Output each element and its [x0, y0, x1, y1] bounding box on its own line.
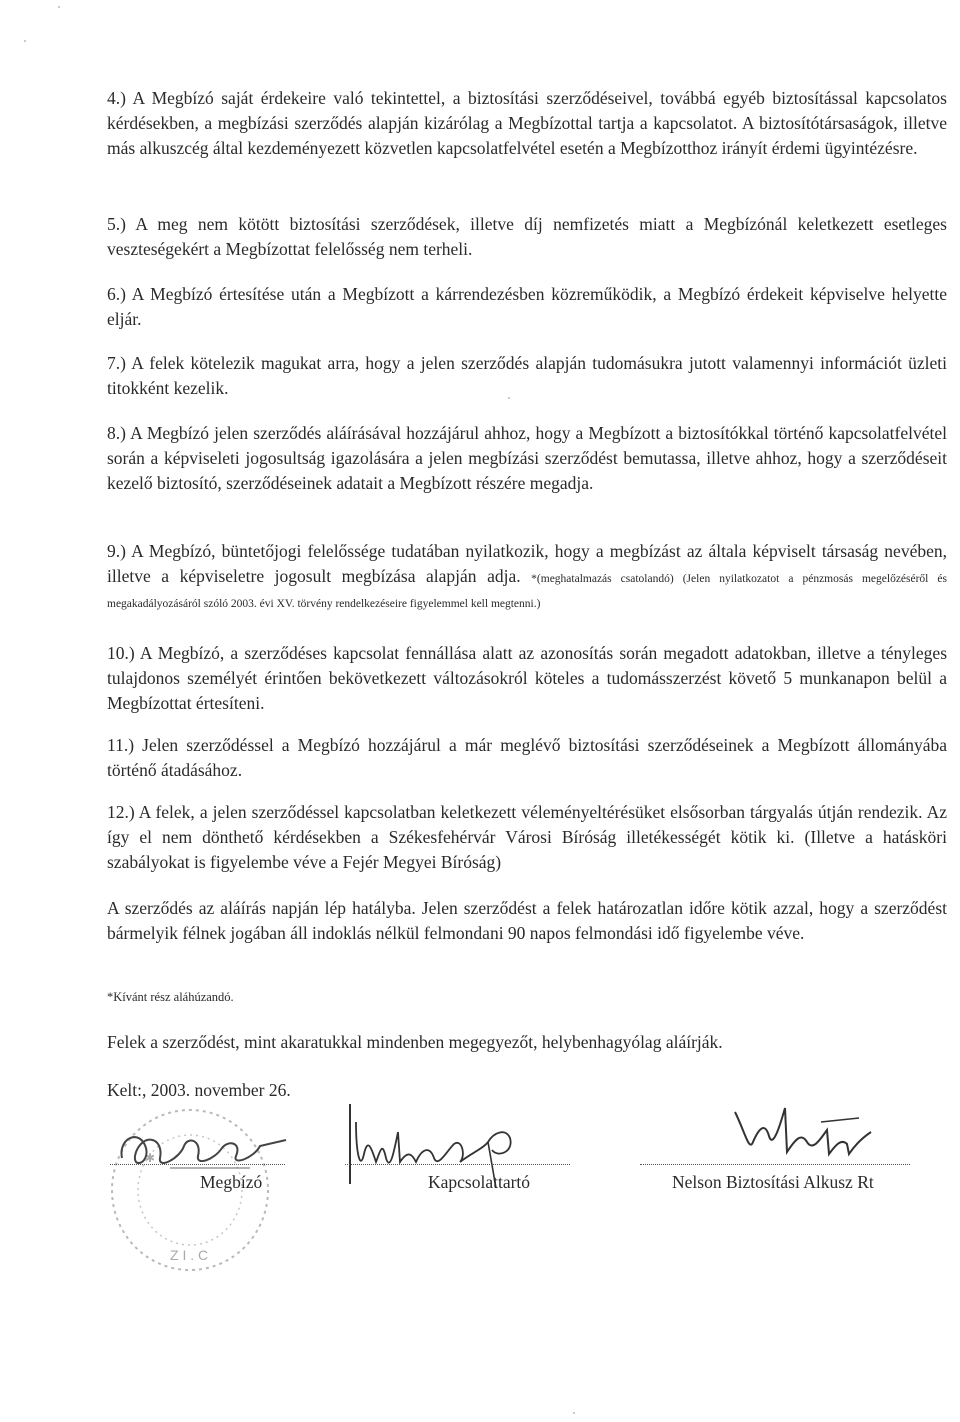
paragraph-9	[107, 539, 947, 614]
paragraph-13: A szerződés az aláírás napján lép hatályba. Jelen szerződést a felek határozatlan időre kötik azzal, hogy a szerződést bármelyik félnek jogában áll indoklás nélkül felmondani 90 napos felmondási idő figyelembe véve.	[107, 898, 947, 943]
paragraph-8: 8.) A Megbízó jelen szerződés aláírásával hozzájárul ahhoz, hogy a Megbízott a biztosítókkal történő kapcsolatfelvétel során a képviseleti jogosultság igazolására a jelen megbízási szerződést bemutassa, illetve ahhoz, hogy a szerződéseit kezelő biztosító, szerződéseinek adatait a Megbízott részére megadja.	[107, 423, 947, 493]
nelson-signature	[725, 1092, 885, 1172]
date-line: Kelt:, 2003. november 26.	[107, 1080, 291, 1100]
signature-line-middle	[345, 1164, 570, 1165]
paragraph-10: 10.) A Megbízó, a szerződéses kapcsolat fennállása alatt az azonosítás során megadott adatokban, illetve a tényleges tulajdonos személyét érintően bekövetkezett változásokról köteles a tudomásszerzést követő 5 munkanapon belül a Megbízottat értesíteni.	[107, 643, 947, 713]
kapcsolattarto-label: Kapcsolattartó	[428, 1172, 531, 1192]
nelson-label: Nelson Biztosítási Alkusz Rt	[672, 1172, 874, 1192]
svg-text:✱: ✱	[145, 1151, 156, 1165]
footnote: *Kívánt rész aláhúzandó.	[107, 990, 234, 1004]
paragraph-5: 5.) A meg nem kötött biztosítási szerződések, illetve díj nemfizetés miatt a Megbízónál keletkezett esetleges veszteségekért a Megbízottat felelősség nem terheli.	[107, 214, 947, 259]
closing-statement: Felek a szerződést, mint akaratukkal mindenben megegyezőt, helybenhagyólag aláírják.	[107, 1032, 723, 1052]
signature-line-left	[110, 1164, 285, 1165]
scan-speck	[58, 6, 60, 8]
paragraph-9-text: 9.) A Megbízó, büntetőjogi felelőssége tudatában nyilatkozik, hogy a megbízást az általa képviselt társaság nevében, illetve a képviseletre jogosult megbízása alapján adja.	[107, 541, 947, 586]
scan-speck	[508, 397, 510, 399]
paragraph-11: 11.) Jelen szerződéssel a Megbízó hozzájárul a már meglévő biztosítási szerződéseinek a Megbízott állományába történő átadásához.	[107, 735, 947, 780]
paragraph-9-note: *(meghatalmazás csatolandó) (Jelen nyilatkozatot a pénzmosás megelőzéséről és megakadályozásáról szóló 2003. évi XV. törvény rendelkezéseire figyelemmel kell megtenni.)	[107, 573, 948, 610]
scan-speck	[24, 40, 26, 42]
paragraph-7: 7.) A felek kötelezik magukat arra, hogy a jelen szerződés alapján tudomásukra jutott valamennyi információt üzleti titokként kezelik.	[107, 353, 947, 398]
svg-text:Z I . C: Z I . C	[170, 1247, 209, 1263]
paragraph-12: 12.) A felek, a jelen szerződéssel kapcsolatban keletkezett véleményeltérésüket elsősorban tárgyalás útján rendezik. Az így el nem dönthető kérdésekben a Székesfehérvár Városi Bíróság illetékességét kötik ki. (Illetve a hatásköri szabályokat is figyelembe véve a Fejér Megyei Bíróság)	[107, 802, 947, 872]
paragraph-4: 4.) A Megbízó saját érdekeire való tekintettel, a biztosítási szerződéseivel, továbbá egyéb biztosítással kapcsolatos kérdésekben, a megbízási szerződés alapján kizárólag a Megbízottal tartja a kapcsolatot. A biztosítótársaságok, illetve más alkuszcég által kezdeményezett közvetlen kapcsolatfelvétel esetén a Megbízotthoz irányít érdemi ügyintézésre.	[107, 88, 947, 158]
scan-speck	[573, 1412, 575, 1414]
megbizo-label: Megbízó	[200, 1172, 263, 1192]
signature-line-right	[640, 1164, 910, 1165]
paragraph-6: 6.) A Megbízó értesítése után a Megbízott a kárrendezésben közreműködik, a Megbízó érdekeit képviselve helyette eljár.	[107, 284, 947, 329]
megbizo-signature	[110, 1118, 300, 1178]
